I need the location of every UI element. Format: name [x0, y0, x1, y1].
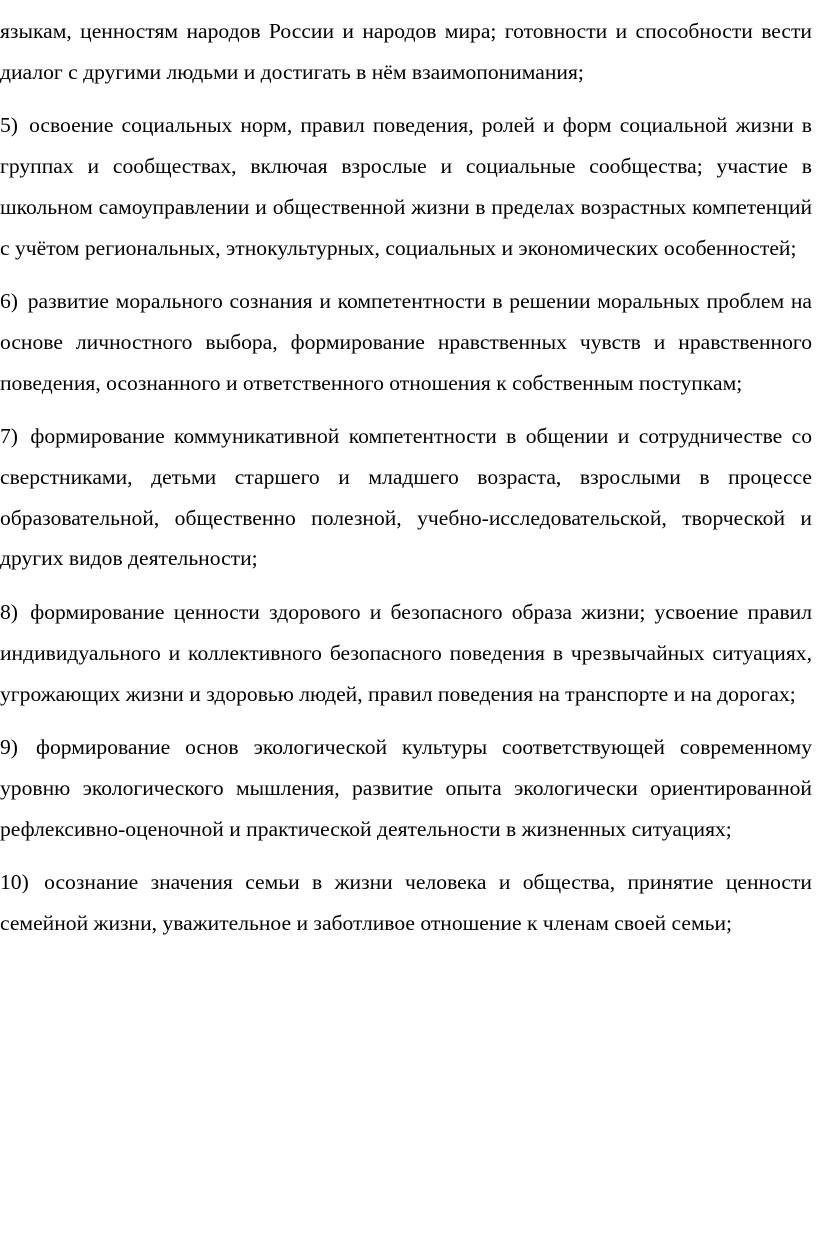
- list-item-number: 8): [0, 600, 18, 625]
- list-item-text: развитие морального сознания и компетентности в решении моральных проблем на основе личностного выбора, формирование нравственных чувств и нравственного поведения, осознанного и ответственного отношения к собственным поступкам;: [0, 289, 812, 395]
- continuation-paragraph: языкам, ценностям народов России и народов мира; готовности и способности вести диалог с другими людьми и достигать в нём взаимопонимания;: [0, 19, 812, 84]
- list-item-9: [0, 727, 812, 849]
- list-item-number: 7): [0, 424, 18, 449]
- list-item-10: [0, 862, 812, 943]
- list-item-8: [0, 592, 812, 714]
- list-item-7: [0, 416, 812, 579]
- list-item-text: освоение социальных норм, правил поведения, ролей и форм социальной жизни в группах и сообществах, включая взрослые и социальные сообщества; участие в школьном самоуправлении и общественной жизни в пределах возрастных компетенций с учётом региональных, этнокультурных, социальных и экономических особенностей;: [0, 113, 812, 260]
- list-item-text: формирование основ экологической культуры соответствующей современному уровню экологического мышления, развитие опыта экологически ориентированной рефлексивно-оценочной и практической деятельности в жизненных ситуациях;: [0, 735, 812, 841]
- list-item-number: 6): [0, 289, 18, 314]
- list-item-text: формирование ценности здорового и безопасного образа жизни; усвоение правил индивидуального и коллективного безопасного поведения в чрезвычайных ситуациях, угрожающих жизни и здоровью людей, правил поведения на транспорте и на дорогах;: [0, 600, 812, 706]
- list-item-6: [0, 281, 812, 403]
- list-item-number: 10): [0, 870, 29, 895]
- list-item-number: 5): [0, 113, 18, 138]
- list-item-number: 9): [0, 735, 18, 760]
- list-item-text: осознание значения семьи в жизни человека и общества, принятие ценности семейной жизни, уважительное и заботливое отношение к членам своей семьи;: [0, 870, 812, 936]
- list-item-5: [0, 105, 812, 268]
- list-item-text: формирование коммуникативной компетентности в общении и сотрудничестве со сверстниками, детьми старшего и младшего возраста, взрослыми в процессе образовательной, общественно полезной, учебно-исследовательской, творческой и других видов деятельности;: [0, 424, 812, 571]
